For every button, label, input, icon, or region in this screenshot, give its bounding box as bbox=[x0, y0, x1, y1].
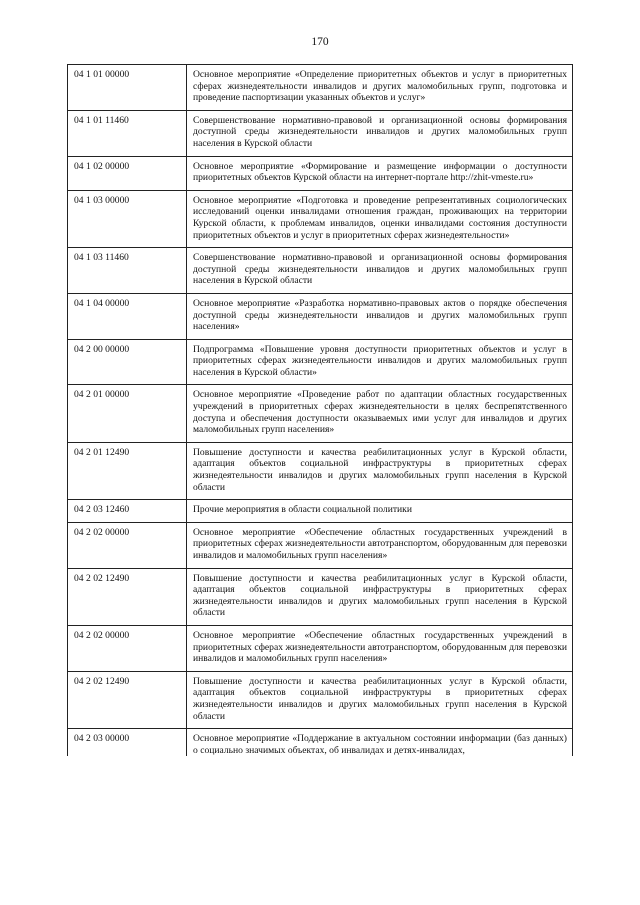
table-row bbox=[68, 442, 573, 499]
row-code: 04 2 02 00000 bbox=[68, 522, 187, 568]
row-code: 04 2 01 12490 bbox=[68, 442, 187, 499]
row-description: Основное мероприятие «Формирование и размещение информации о доступности приоритетных объектов Курской области на интернет-портале http://zhit-vmeste.ru» bbox=[187, 156, 573, 190]
row-description: Основное мероприятие «Обеспечение областных государственных учреждений в приоритетных сферах жизнедеятельности автотранспортом, оборудованным для перевозки инвалидов и маломобильных групп населения» bbox=[187, 625, 573, 671]
row-description: Основное мероприятие «Подготовка и проведение репрезентативных социологических исследований оценки инвалидами отношения граждан, проживающих на территории Курской области, к проблемам инвалидов, оценки инвалидами состояния доступности приоритетных объектов и услуг в приоритетных сферах жизнедеятельности» bbox=[187, 190, 573, 247]
row-code: 04 2 01 00000 bbox=[68, 385, 187, 442]
row-description: Совершенствование нормативно-правовой и организационной основы формирования доступной среды жизнедеятельности инвалидов и других маломобильных групп населения в Курской области bbox=[187, 248, 573, 294]
row-description: Совершенствование нормативно-правовой и организационной основы формирования доступной среды жизнедеятельности инвалидов и других маломобильных групп населения в Курской области bbox=[187, 110, 573, 156]
row-code: 04 1 01 11460 bbox=[68, 110, 187, 156]
table-row bbox=[68, 729, 573, 757]
page-number: 170 bbox=[311, 36, 329, 48]
row-description: Подпрограмма «Повышение уровня доступности приоритетных объектов и услуг в приоритетных сферах жизнедеятельности инвалидов и других маломобильных групп населения в Курской области» bbox=[187, 339, 573, 385]
table-row bbox=[68, 65, 573, 111]
row-code: 04 2 02 12490 bbox=[68, 671, 187, 728]
table-row bbox=[68, 190, 573, 247]
table-row bbox=[68, 110, 573, 156]
row-code: 04 1 03 11460 bbox=[68, 248, 187, 294]
row-code: 04 1 03 00000 bbox=[68, 190, 187, 247]
row-description: Повышение доступности и качества реабилитационных услуг в Курской области, адаптация объектов социальной инфраструктуры в приоритетных сферах жизнедеятельности инвалидов и других маломобильных групп населения в Курской области bbox=[187, 671, 573, 728]
table-row bbox=[68, 671, 573, 728]
table-row bbox=[68, 248, 573, 294]
table-row bbox=[68, 339, 573, 385]
table-row bbox=[68, 568, 573, 625]
table-row bbox=[68, 293, 573, 339]
row-code: 04 2 03 00000 bbox=[68, 729, 187, 757]
budget-classification-table bbox=[67, 64, 573, 756]
table-row bbox=[68, 156, 573, 190]
row-code: 04 1 01 00000 bbox=[68, 65, 187, 111]
table-row bbox=[68, 625, 573, 671]
table-row bbox=[68, 385, 573, 442]
row-description: Основное мероприятие «Поддержание в актуальном состоянии информации (баз данных) о социально значимых объектах, об инвалидах и детях-инвалидах, bbox=[187, 729, 573, 757]
row-code: 04 1 04 00000 bbox=[68, 293, 187, 339]
row-description: Основное мероприятие «Обеспечение областных государственных учреждений в приоритетных сферах жизнедеятельности автотранспортом, оборудованным для перевозки инвалидов и маломобильных групп населения» bbox=[187, 522, 573, 568]
row-description: Прочие мероприятия в области социальной политики bbox=[187, 500, 573, 523]
table-row bbox=[68, 522, 573, 568]
row-description: Повышение доступности и качества реабилитационных услуг в Курской области, адаптация объектов социальной инфраструктуры в приоритетных сферах жизнедеятельности инвалидов и других маломобильных групп населения в Курской области bbox=[187, 442, 573, 499]
row-code: 04 2 02 12490 bbox=[68, 568, 187, 625]
row-description: Основное мероприятие «Разработка нормативно-правовых актов о порядке обеспечения доступной среды жизнедеятельности инвалидов и других маломобильных групп населения» bbox=[187, 293, 573, 339]
table-row bbox=[68, 500, 573, 523]
row-description: Повышение доступности и качества реабилитационных услуг в Курской области, адаптация объектов социальной инфраструктуры в приоритетных сферах жизнедеятельности инвалидов и других маломобильных групп населения в Курской области bbox=[187, 568, 573, 625]
row-code: 04 2 02 00000 bbox=[68, 625, 187, 671]
row-description: Основное мероприятие «Определение приоритетных объектов и услуг в приоритетных сферах жизнедеятельности инвалидов и других маломобильных групп, подготовка и проведение паспортизации указанных объектов и услуг» bbox=[187, 65, 573, 111]
row-description: Основное мероприятие «Проведение работ по адаптации областных государственных учреждений в приоритетных сферах жизнедеятельности в целях беспрепятственного доступа и обеспечения доступности оказываемых ими услуг для инвалидов и других маломобильных групп населения» bbox=[187, 385, 573, 442]
row-code: 04 1 02 00000 bbox=[68, 156, 187, 190]
row-code: 04 2 00 00000 bbox=[68, 339, 187, 385]
row-code: 04 2 03 12460 bbox=[68, 500, 187, 523]
